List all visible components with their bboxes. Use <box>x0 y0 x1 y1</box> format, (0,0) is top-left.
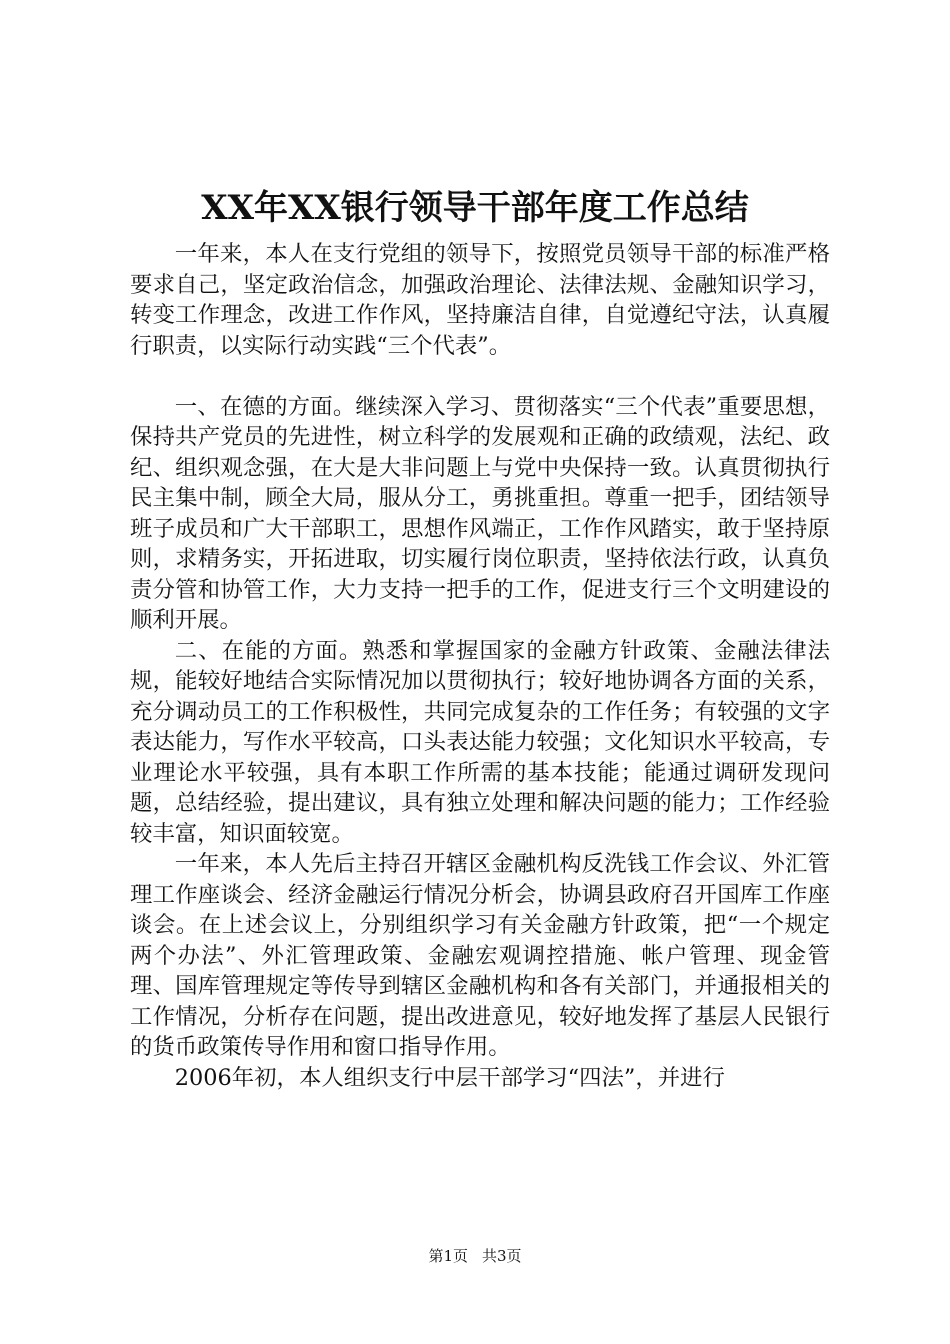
paragraph-morality: 一、在德的方面。继续深入学习、贯彻落实“三个代表”重要思想，保持共产党员的先进性，树立科学的发展观和正确的政绩观，法纪、政纪、组织观念强，在大是大非问题上与党中央保持一致。认真贯彻执行民主集中制，顾全大局，服从分工，勇挑重担。尊重一把手，团结领导班子成员和广大干部职工，思想作风端正，工作作风踏实，敢于坚持原则，求精务实，开拓进取，切实履行岗位职责，坚持依法行政，认真负责分管和协管工作，大力支持一把手的工作，促进支行三个文明建设的顺利开展。 <box>130 393 830 633</box>
page-total: 共3页 <box>482 1247 522 1265</box>
paragraph-intro: 一年来，本人在支行党组的领导下，按照党员领导干部的标准严格要求自己，坚定政治信念，加强政治理论、法律法规、金融知识学习，转变工作理念，改进工作作风，坚持廉洁自律，自觉遵纪守法，认真履行职责，以实际行动实践“三个代表”。 <box>130 241 830 359</box>
paragraph-ability: 二、在能的方面。熟悉和掌握国家的金融方针政策、金融法律法规，能较好地结合实际情况加以贯彻执行；较好地协调各方面的关系，充分调动员工的工作积极性，共同完成复杂的工作任务；有较强的文字表达能力，写作水平较高，口头表达能力较强；文化知识水平较高，专业理论水平较强，具有本职工作所需的基本技能；能通过调研发现问题，总结经验，提出建议，具有独立处理和解决问题的能力；工作经验较丰富，知识面较宽。 <box>130 637 830 847</box>
paragraph-2006: 2006年初，本人组织支行中层干部学习“四法”，并进行 <box>174 1064 725 1091</box>
page-number: 第1页 <box>428 1247 468 1265</box>
document-body <box>130 239 830 1093</box>
page-footer <box>0 1245 950 1267</box>
document-title: XX年XX银行领导干部年度工作总结 <box>201 188 749 228</box>
paragraph-meetings: 一年来，本人先后主持召开辖区金融机构反洗钱工作会议、外汇管理工作座谈会、经济金融运行情况分析会，协调县政府召开国库工作座谈会。在上述会议上，分别组织学习有关金融方针政策，把“一个规定两个办法”、外汇管理政策、金融宏观调控措施、帐户管理、现金管理、国库管理规定等传导到辖区金融机构和各有关部门，并通报相关的工作情况，分析存在问题，提出改进意见，较好地发挥了基层人民银行的货币政策传导作用和窗口指导作用。 <box>130 851 830 1060</box>
